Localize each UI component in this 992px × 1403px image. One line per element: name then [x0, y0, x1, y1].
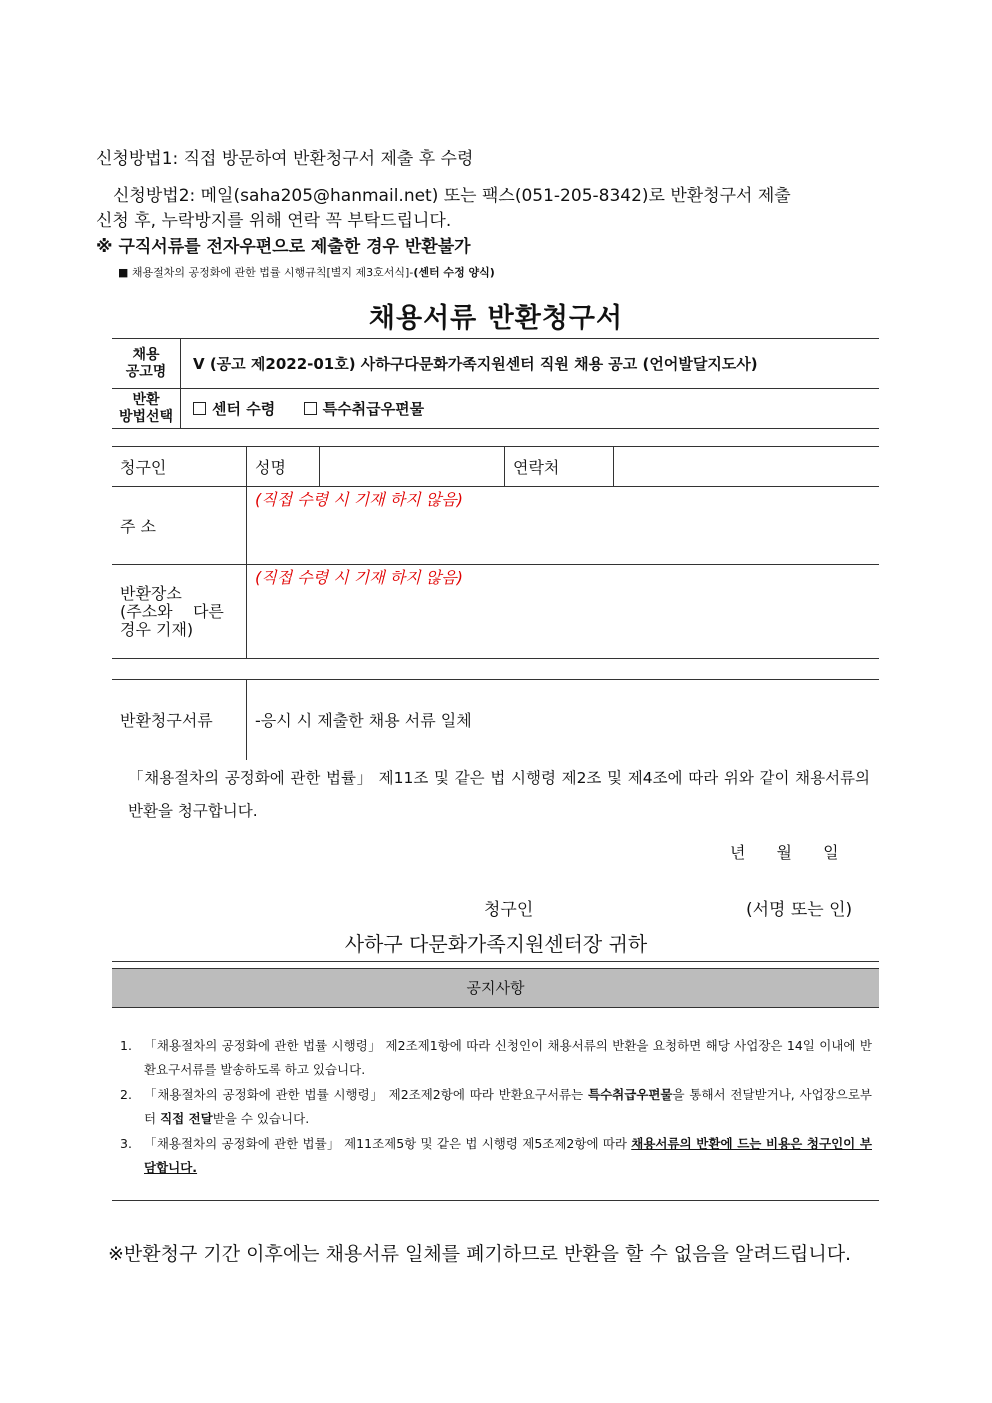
announcement-label-line2: 공고명	[125, 363, 167, 380]
signature-label: (서명 또는 인)	[746, 900, 853, 920]
checkbox-icon[interactable]	[304, 402, 317, 415]
document-title: 채용서류 반환청구서	[368, 303, 624, 334]
notice-item-text: 을 통해서 전달받거나, 사업장으로부터	[144, 1087, 872, 1126]
claimant-label: 청구인	[112, 447, 247, 487]
documents-table	[112, 679, 879, 760]
name-field[interactable]	[320, 447, 505, 487]
address-label: 주 소	[112, 487, 247, 565]
option-center-pickup[interactable]	[193, 400, 275, 418]
notice-item-number: 2.	[120, 1087, 132, 1102]
notice-item-underline: 채용서류의 반환에 드는 비용은 청구인이 부담합니다.	[144, 1136, 872, 1175]
notice-item-text: 「채용절차의 공정화에 관한 법률 시행령」 제2조제2항에 따라 반환요구서류는	[144, 1087, 588, 1102]
legal-basis	[118, 264, 495, 280]
notice-item-number: 3.	[120, 1136, 132, 1151]
footer-notice: ※반환청구 기간 이후에는 채용서류 일체를 폐기하므로 반환을 할 수 없음을 알려드립니다.	[108, 1243, 852, 1265]
warning-text: ※ 구직서류를 전자우편으로 제출한 경우 반환불가	[96, 237, 471, 257]
address-field[interactable]	[247, 487, 880, 565]
option-special-mail-label: 특수취급우편물	[322, 400, 425, 418]
return-method-options	[181, 389, 880, 429]
contact-label: 연락처	[505, 447, 614, 487]
statement-text: 「채용절차의 공정화에 관한 법률」 제11조 및 같은 법 시행령 제2조 및 제4조에 따라 위와 같이 채용서류의 반환을 청구합니다.	[128, 769, 870, 820]
return-place-label-line3: 경우 기재)	[120, 619, 194, 639]
notice-item	[120, 1034, 872, 1082]
return-place-label-line1: 반환장소	[120, 583, 182, 603]
announcement-value: V (공고 제2022-01호) 사하구다문화가족지원센터 직원 채용 공고 (언어발달지도사)	[181, 339, 880, 389]
legal-basis-bold: (센터 수정 양식)	[413, 266, 495, 279]
announcement-label-line1: 채용	[132, 346, 160, 363]
address-note: (직접 수령 시 기재 하지 않음)	[255, 490, 463, 509]
return-place-note: (직접 수령 시 기재 하지 않음)	[255, 568, 463, 587]
notice-item-number: 1.	[120, 1038, 132, 1053]
method1-text: 신청방법1: 직접 방문하여 반환청구서 제출 후 수령	[96, 149, 474, 169]
addressee: 사하구 다문화가족지원센터장 귀하	[344, 932, 648, 956]
return-place-field[interactable]	[247, 565, 880, 659]
return-place-label	[112, 565, 247, 659]
claimant-sign-label: 청구인	[484, 900, 534, 920]
documents-value: -응시 시 제출한 채용 서류 일체	[255, 711, 472, 731]
notice-item-text: 「채용절차의 공정화에 관한 법률 시행령」 제2조제1항에 따라 신청인이 채용서류의 반환을 요청하면 해당 사업장은 14일 이내에 반환요구서류를 발송하도록 하고 있습니다.	[144, 1038, 872, 1077]
divider-top	[112, 961, 879, 962]
notice-item-text: 받을 수 있습니다.	[212, 1111, 310, 1126]
notice-header: 공지사항	[112, 968, 879, 1008]
announcement-label	[112, 339, 181, 389]
contact-field[interactable]	[614, 447, 880, 487]
notice-item-bold: 직접 전달	[160, 1111, 213, 1126]
notice-item-text: 「채용절차의 공정화에 관한 법률」 제11조제5항 및 같은 법 시행령 제5조제2항에 따라	[144, 1136, 632, 1151]
notice-item	[120, 1132, 872, 1180]
legal-basis-text: ■ 채용절차의 공정화에 관한 법률 시행규칙[별지 제3호서식]-	[118, 266, 414, 279]
option-special-mail[interactable]	[304, 400, 424, 418]
method2-continuation: 신청 후, 누락방지를 위해 연락 꼭 부탁드립니다.	[96, 211, 452, 231]
notice-list	[120, 1034, 872, 1181]
name-label: 성명	[247, 447, 320, 487]
claimant-table	[112, 446, 879, 659]
divider-bottom	[112, 1200, 879, 1201]
date-line: 년 월 일	[730, 843, 839, 862]
return-place-label-line2: (주소와 다른	[120, 601, 224, 621]
return-method-label-line1: 반환	[132, 391, 160, 408]
return-method-label	[112, 389, 181, 429]
checkbox-icon[interactable]	[193, 402, 206, 415]
documents-label: 반환청구서류	[112, 680, 247, 760]
method2-text: 신청방법2: 메일(saha205@hanmail.net) 또는 팩스(051-205-8342)로 반환청구서 제출	[113, 186, 791, 206]
return-method-label-line2: 방법선택	[118, 408, 174, 425]
option-center-pickup-label: 센터 수령	[212, 400, 276, 418]
notice-item-bold: 특수취급우편물	[587, 1087, 673, 1102]
announcement-table	[112, 338, 879, 429]
notice-item	[120, 1083, 872, 1131]
